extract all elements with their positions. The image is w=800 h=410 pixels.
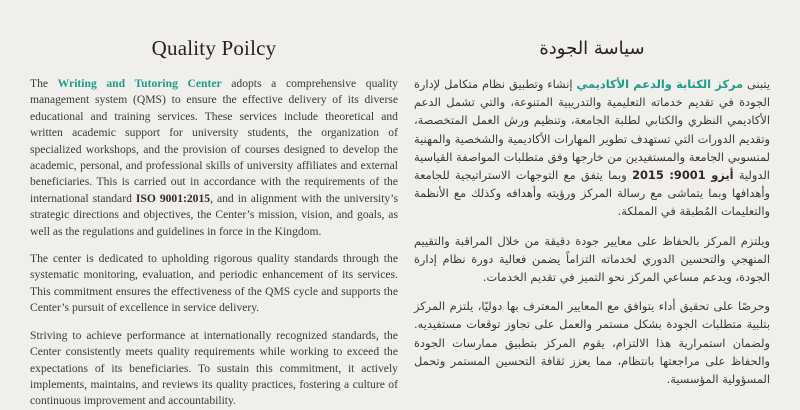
arabic-paragraph-1 bbox=[414, 75, 770, 221]
english-paragraph-1 bbox=[30, 76, 398, 240]
text-run: يتبنى bbox=[743, 77, 770, 91]
arabic-paragraph-2: ويلتزم المركز بالحفاظ على معايير جودة دقيقة من خلال المراقبة والتقييم المنهجي والتحسين الدوري لخدماته التزاماً يضمن فعالية دورة نظام إدارة الجودة، ويدعم مساعي المركز نحو التميز في تقديم الخدمات. bbox=[413, 233, 770, 285]
iso-standard-label-arabic: أيزو 9001: 2015 bbox=[632, 168, 734, 183]
arabic-page-title: سياسة الجودة bbox=[539, 38, 645, 59]
text-run: إنشاء وتطبيق نظام متكامل لإدارة الجودة في تقديم خدماته التعليمية والتدريبية المتنوعة، والتي تشمل الدعم الأكاديمي النظري والكتابي لطلبة الجامعة، وتنظيم ورش العمل المتخصصة، وتقديم الدورات التي تستهدف تطوير المهارات الأكاديمية والشخصية والمهنية لمنسوبي الجامعة والمستفيدين من خارجها وفق متطلبات المواصفة القياسية الدولية bbox=[413, 77, 770, 183]
center-name-highlight: Writing and Tutoring Center bbox=[57, 77, 222, 90]
iso-standard-label: ISO 9001:2015 bbox=[135, 191, 211, 205]
text-run: The bbox=[30, 77, 58, 90]
english-page-title: Quality Poilcy bbox=[151, 36, 277, 60]
english-column bbox=[30, 28, 398, 408]
english-paragraph-2: The center is dedicated to upholding rigorous quality standards through the systematic monitoring, evaluation, and periodic enhancement of its services. This commitment ensures the effectiveness of the QMS cycle and supports the Center’s pursuit of excellence in service delivery. bbox=[30, 252, 398, 315]
center-name-highlight-arabic: مركز الكتابة والدعم الأكاديمي bbox=[576, 77, 744, 91]
text-run: , and in alignment with the university’s strategic directions and objectives, the Center’s mission, vision, and goals, as well as the regulations and guidelines in force in the Kingdom. bbox=[30, 191, 398, 238]
arabic-column bbox=[414, 28, 770, 400]
text-run: adopts a comprehensive quality management system (QMS) to ensure the effective delivery of its diverse educational and training services. These services include theoretical and written academic support for university students, the organization of specialized workshops, and the provision of courses designed to develop the academic, personal, and professional skills of university affiliates and external beneficiaries. This is carried out in accordance with the requirements of the international standard bbox=[30, 77, 398, 205]
arabic-paragraph-3: وحرصًا على تحقيق أداء يتوافق مع المعايير المعترف بها دوليًا، يلتزم المركز بتلبية متطلبات الجودة بشكل مستمر والعمل على تجاوز توقعات مستفيديه. ولضمان استمرارية هذا الالتزام، يقوم المركز بتطبيق ممارسات الجودة والحفاظ على مراجعتها بانتظام، مما يعزز ثقافة التحسين المستمر وتحمل المسؤولية المؤسسية. bbox=[413, 299, 770, 387]
english-paragraph-3: Striving to achieve performance at internationally recognized standards, the Center consistently meets quality requirements while working to exceed the expectations of its beneficiaries. To sustain this commitment, it actively implements, maintains, and reviews its quality practices, fostering a culture of continuous improvement and accountability. bbox=[30, 328, 398, 408]
text-run: وبما يتفق مع التوجهات الاستراتيجية للجامعة وأهدافها وبما يتماشى مع رسالة المركز ورؤيته وأهدافه وكذلك مع الأنظمة والتعليمات المُطبقة في المملكة. bbox=[413, 168, 770, 219]
